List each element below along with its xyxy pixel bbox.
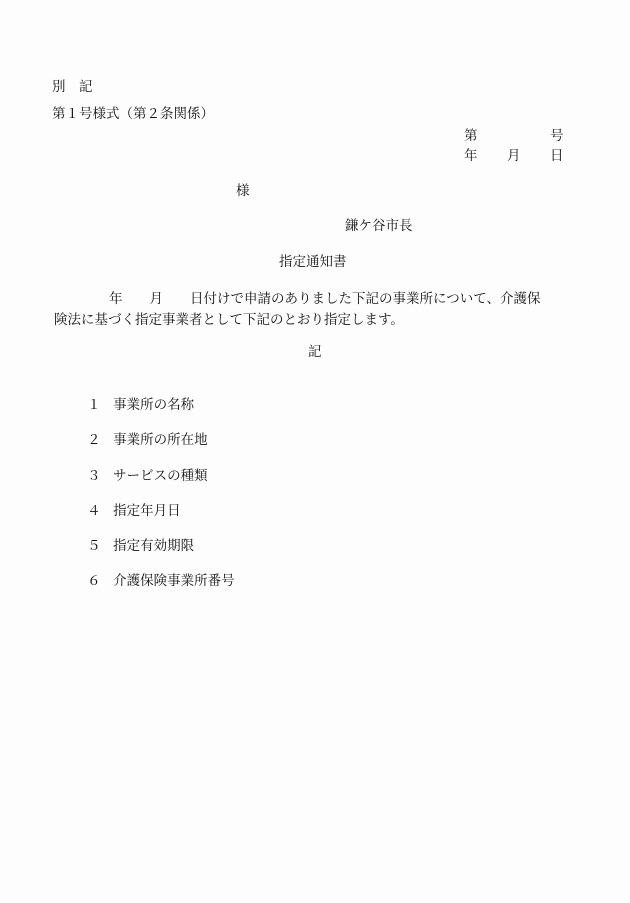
item-label: 事業所の所在地 — [113, 432, 208, 448]
date-line — [464, 147, 564, 237]
item-number: ２ — [87, 432, 101, 448]
item-number: ４ — [87, 503, 101, 519]
list-item — [70, 554, 235, 608]
item-number: ３ — [87, 468, 101, 484]
body-paragraph — [54, 289, 568, 331]
document-title: 指定通知書 — [279, 254, 347, 270]
item-number: ６ — [87, 573, 101, 589]
form-number: 第１号様式（第２条関係） — [52, 106, 214, 122]
item-label: 介護保険事業所番号 — [113, 573, 235, 589]
ki-heading: 記 — [308, 344, 322, 360]
item-label: 事業所の名称 — [113, 397, 195, 413]
date-day: 日 — [550, 148, 564, 164]
date-month: 月 — [507, 148, 521, 164]
number-suffix: 号 — [550, 128, 564, 144]
item-label: 指定有効期限 — [113, 538, 195, 554]
item-number: １ — [87, 397, 101, 413]
body-line-1: 年 月 日付けで申請のありました下記の事業所について、介護保 — [109, 291, 541, 307]
item-number: ５ — [87, 538, 101, 554]
item-label: サービスの種類 — [113, 468, 208, 484]
sender-name: 鎌ケ谷市長 — [345, 218, 413, 234]
addressee-honorific: 様 — [236, 183, 250, 199]
item-label: 指定年月日 — [113, 503, 181, 519]
body-line-2: 険法に基づく指定事業者として下記のとおり指定します。 — [54, 312, 404, 328]
appendix-label: 別 記 — [52, 79, 93, 95]
number-prefix: 第 — [464, 128, 478, 144]
date-year: 年 — [464, 148, 478, 164]
